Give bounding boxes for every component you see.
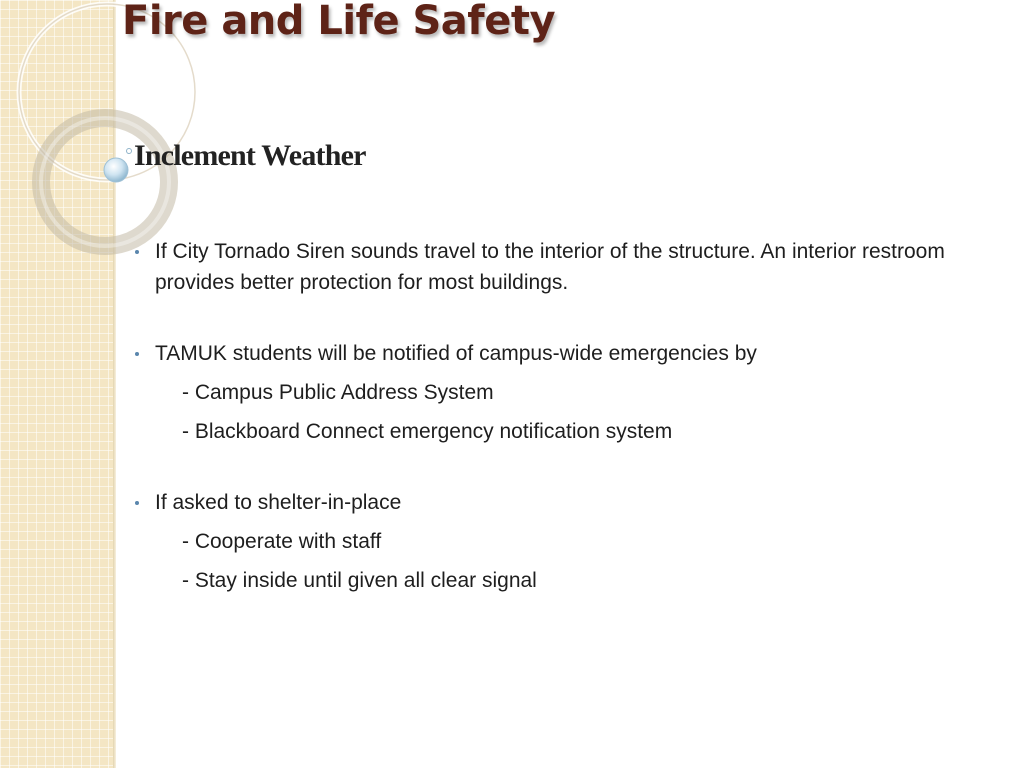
sub-item-public-address: - Campus Public Address System [182,381,494,404]
subtitle-bullet-icon [126,148,132,154]
bullet-text: If City Tornado Siren sounds travel to the interior of the structure. An interior restroom provides better protection for most buildings. [155,240,945,294]
bullet-text: TAMUK students will be notified of campus-wide emergencies by [155,342,757,365]
pearl-icon [104,158,128,182]
bullet-text: If asked to shelter-in-place [155,491,402,514]
sub-item-cooperate: - Cooperate with staff [182,530,382,553]
slide-content [133,236,993,636]
sub-item-stay-inside: - Stay inside until given all clear signal [182,569,537,592]
bullet-notifications [133,338,993,447]
sub-item-blackboard-connect: - Blackboard Connect emergency notification system [182,420,673,443]
slide-subtitle: Inclement Weather [134,139,366,172]
bullet-shelter-in-place [133,487,993,596]
bullet-tornado-siren [133,236,993,298]
slide-title: Fire and Life Safety [122,0,556,44]
